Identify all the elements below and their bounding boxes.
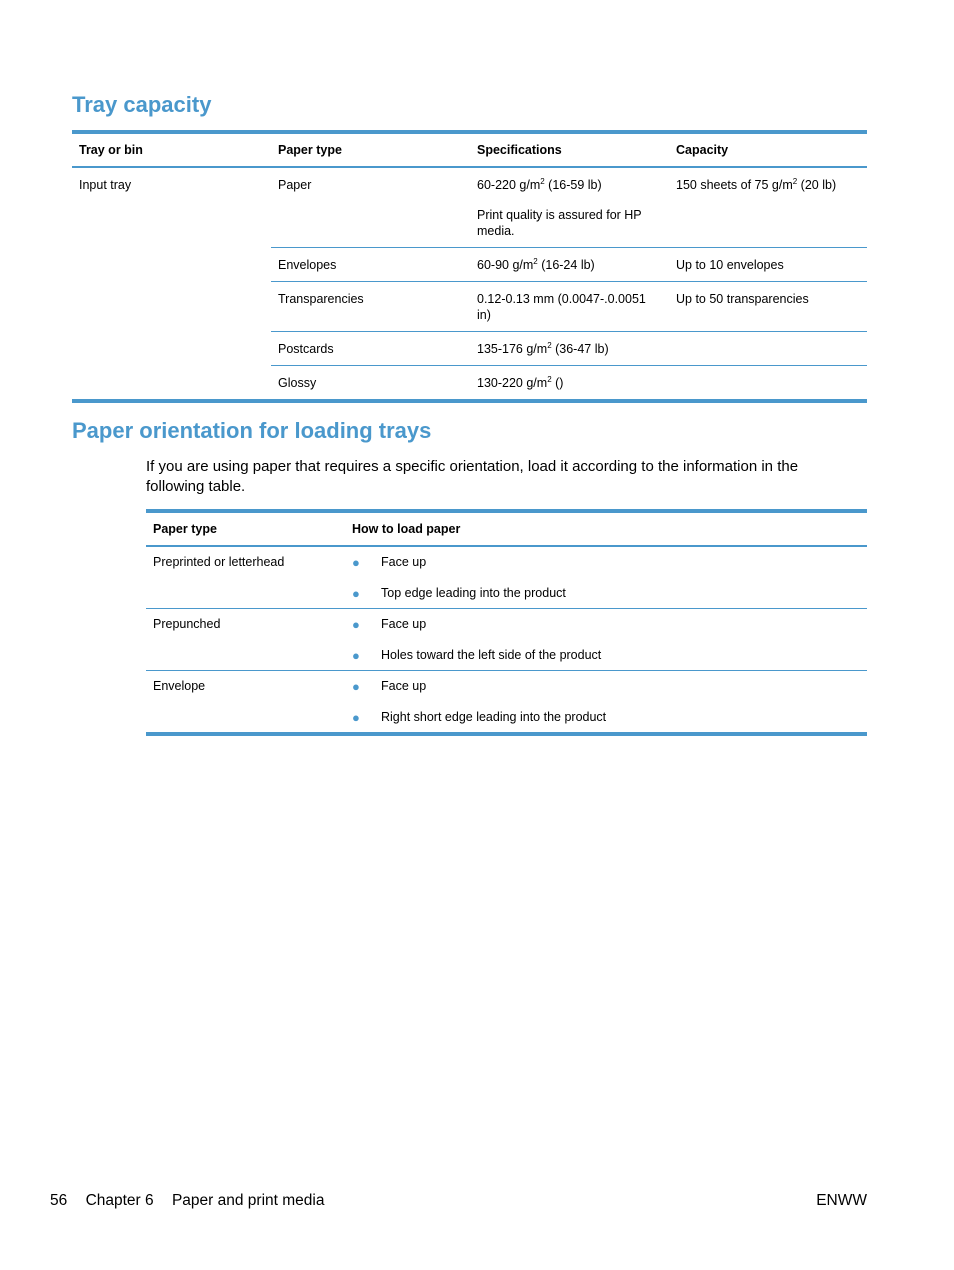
column-header: How to load paper [352,522,461,536]
load-instructions-cell [345,609,867,671]
table-row [146,609,867,671]
column-header: Paper type [153,522,217,536]
tray-cell: Input tray [79,178,132,192]
list-item: ● Holes toward the left side of the product [352,648,602,663]
column-header: Specifications [477,143,562,157]
list-item: ● Right short edge leading into the product [352,710,607,725]
intro-paragraph: If you are using paper that requires a specific orientation, load it according to the information in the following table. [146,458,799,495]
chapter-title: Paper and print media [171,1192,325,1209]
spec-note: Print quality is assured for HP media. [477,208,642,238]
capacity-cell [669,366,867,400]
paper-type-cell: Paper [278,178,312,192]
bullet-icon: ● [352,648,360,663]
spec-cell: 135-176 $g/m^2$ (36-47 lb) [470,332,669,366]
page-footer [50,1192,867,1210]
footer-locale: ENWW [816,1192,867,1209]
bullet-icon: ● [352,617,360,632]
paper-type-cell: Glossy [271,366,470,400]
capacity-cell: Up to 50 transparencies [669,282,867,332]
bullet-icon: ● [352,679,360,694]
bullet-icon: ● [352,586,360,601]
tray-capacity-table [72,130,867,403]
load-instructions-cell [345,671,867,733]
load-instructions-cell [345,547,867,609]
list-item: ● Face up [352,617,427,632]
spec-cell: 60-90 $g/m^2$ (16-24 lb) [470,248,669,282]
list-item: ● Top edge leading into the product [352,586,566,601]
paper-type-cell: Envelope [146,671,345,733]
list-item: ● Face up [352,555,427,570]
list-item: ● Face up [352,679,427,694]
table-header-row [146,513,867,545]
table-header-row [72,134,867,166]
capacity-cell [669,332,867,366]
capacity-cell: Up to 10 envelopes [669,248,867,282]
column-header: Paper type [278,143,342,157]
column-header: Tray or bin [79,143,143,157]
column-header: Capacity [676,143,729,157]
bullet-icon: ● [352,710,360,725]
bullet-icon: ● [352,555,360,570]
chapter-label: Chapter 6 [85,1192,154,1209]
paper-type-cell: Envelopes [271,248,470,282]
section-title-paper-orientation: Paper orientation for loading trays [72,418,432,443]
table-row [146,671,867,733]
capacity-cell: 150 sheets of 75 $g/m^2$ (20 lb) [676,176,837,192]
paper-type-cell: Prepunched [146,609,345,671]
table-row [146,547,867,609]
spec-cell: 130-220 $g/m^2$ () [470,366,669,400]
paper-type-cell: Postcards [271,332,470,366]
paper-type-cell: Preprinted or letterhead [153,555,285,569]
paper-type-cell: Transparencies [271,282,470,332]
spec-cell: 0.12-0.13 mm (0.0047-.0.0051 in) [470,282,669,332]
spec-cell: 60-220 $g/m^2$ (16-59 lb) Print quality is assured for HP media. [470,168,669,248]
section-title-tray-capacity: Tray capacity [72,92,212,117]
table-row [72,168,867,248]
page-number: 56 [50,1192,68,1209]
paper-orientation-table [146,509,867,736]
